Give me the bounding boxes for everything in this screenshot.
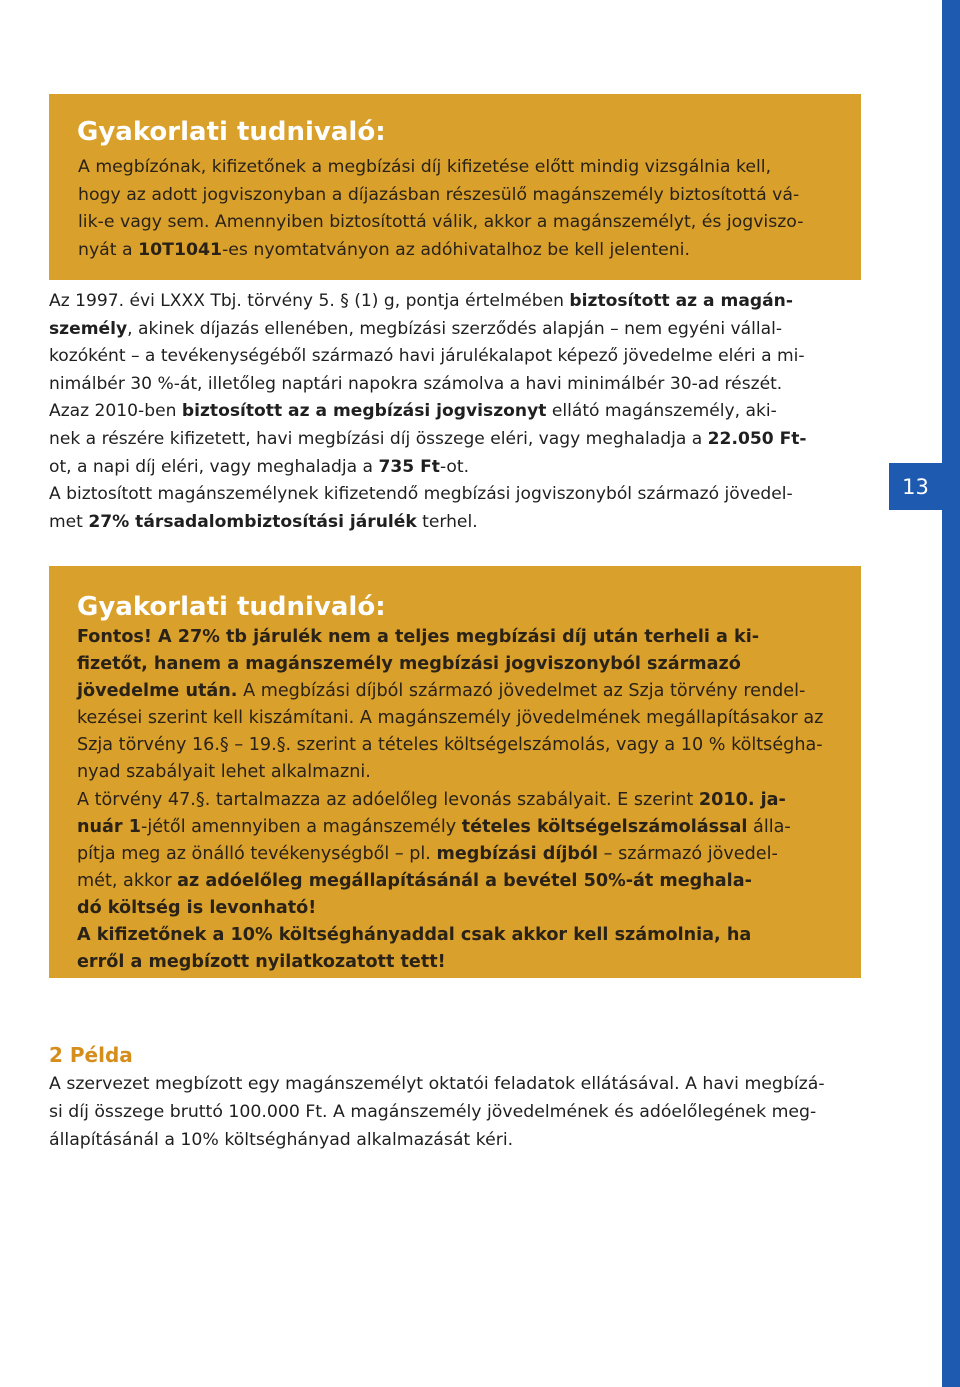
text-line: mét, akkor az adóelőleg megállapításánál a bevétel 50%-át meghala- — [77, 870, 752, 891]
main-paragraph — [49, 288, 869, 536]
text-line: erről a megbízott nyilatkozatott tett! — [77, 952, 446, 973]
text-line: A megbízónak, kifizetőnek a megbízási díj kifizetése előtt mindig vizsgálnia kell, — [78, 157, 772, 177]
box-body — [78, 154, 848, 264]
practical-info-box-1 — [49, 94, 861, 280]
page-edge-stripe — [942, 0, 960, 1387]
text-line: kezései szerint kell kiszámítani. A magánszemély jövedelmének megállapításakor az — [77, 708, 824, 729]
example-title: 2 Példa — [49, 1043, 133, 1067]
text-line: jövedelme után. A megbízási díjból származó jövedelmet az Szja törvény rendel- — [77, 681, 806, 702]
text-line: ot, a napi díj eléri, vagy meghaladja a 735 Ft-ot. — [49, 456, 470, 477]
text-line: si díj összege bruttó 100.000 Ft. A magánszemély jövedelmének és adóelőlegének meg- — [49, 1102, 817, 1122]
text-line: személy, akinek díjazás ellenében, megbízási szerződés alapján – nem egyéni vállal- — [49, 318, 783, 339]
text-line: nyát a 10T1041-es nyomtatványon az adóhivatalhoz be kell jelenteni. — [78, 239, 690, 260]
text-line: fizetőt, hanem a magánszemély megbízási jogviszonyból származó — [77, 654, 741, 675]
box-title: Gyakorlati tudnivaló: — [77, 117, 386, 147]
text-line: dó költség is levonható! — [77, 897, 317, 918]
page-number-text: 13 — [902, 474, 929, 499]
text-line: nimálbér 30 %-át, illetőleg naptári napokra számolva a havi minimálbér 30-ad részét. — [49, 373, 783, 394]
text-line: Szja törvény 16.§ – 19.§. szerint a tételes költségelszámolás, vagy a 10 % költségha- — [77, 735, 823, 756]
text-line: nek a részére kifizetett, havi megbízási díj összege eléri, vagy meghaladja a 22.050 Ft- — [49, 428, 807, 449]
text-line: pítja meg az önálló tevékenységből – pl. megbízási díjból – származó jövedel- — [77, 843, 778, 864]
text-line: Az 1997. évi LXXX Tbj. törvény 5. § (1) g, pontja értelmében biztosított az a magán- — [49, 291, 793, 311]
box-body — [77, 624, 847, 976]
text-line: Fontos! A 27% tb járulék nem a teljes megbízási díj után terheli a ki- — [77, 627, 760, 647]
practical-info-box-2 — [49, 566, 861, 978]
text-line: A törvény 47.§. tartalmazza az adóelőleg levonás szabályait. E szerint 2010. ja- — [77, 789, 786, 810]
text-line: Azaz 2010-ben biztosított az a megbízási jogviszonyt ellátó magánszemély, aki- — [49, 401, 777, 422]
text-line: A biztosított magánszemélynek kifizetendő megbízási jogviszonyból származó jövedel- — [49, 484, 793, 505]
text-line: A szervezet megbízott egy magánszemélyt oktatói feladatok ellátásával. A havi megbízá- — [49, 1074, 825, 1094]
text-line: nyad szabályait lehet alkalmazni. — [77, 762, 371, 783]
text-line: állapításánál a 10% költséghányad alkalmazását kéri. — [49, 1130, 514, 1150]
form-code: 10T1041 — [138, 239, 223, 260]
box-title: Gyakorlati tudnivaló: — [77, 592, 386, 622]
text-line: nuár 1-jétől amennyiben a magánszemély tételes költségelszámolással álla- — [77, 816, 791, 837]
text-line: A kifizetőnek a 10% költséghányaddal csak akkor kell számolnia, ha — [77, 925, 752, 946]
text-line: hogy az adott jogviszonyban a díjazásban részesülő magánszemély biztosítottá vá- — [78, 184, 800, 205]
page-number — [889, 463, 942, 510]
text-line: lik-e vagy sem. Amennyiben biztosítottá válik, akkor a magánszemélyt, és jogviszo- — [78, 212, 804, 233]
example-body — [49, 1070, 869, 1154]
text-line: met 27% társadalombiztosítási járulék terhel. — [49, 511, 478, 532]
text-line: kozóként – a tevékenységéből származó havi járulékalapot képező jövedelme eléri a mi- — [49, 346, 805, 367]
